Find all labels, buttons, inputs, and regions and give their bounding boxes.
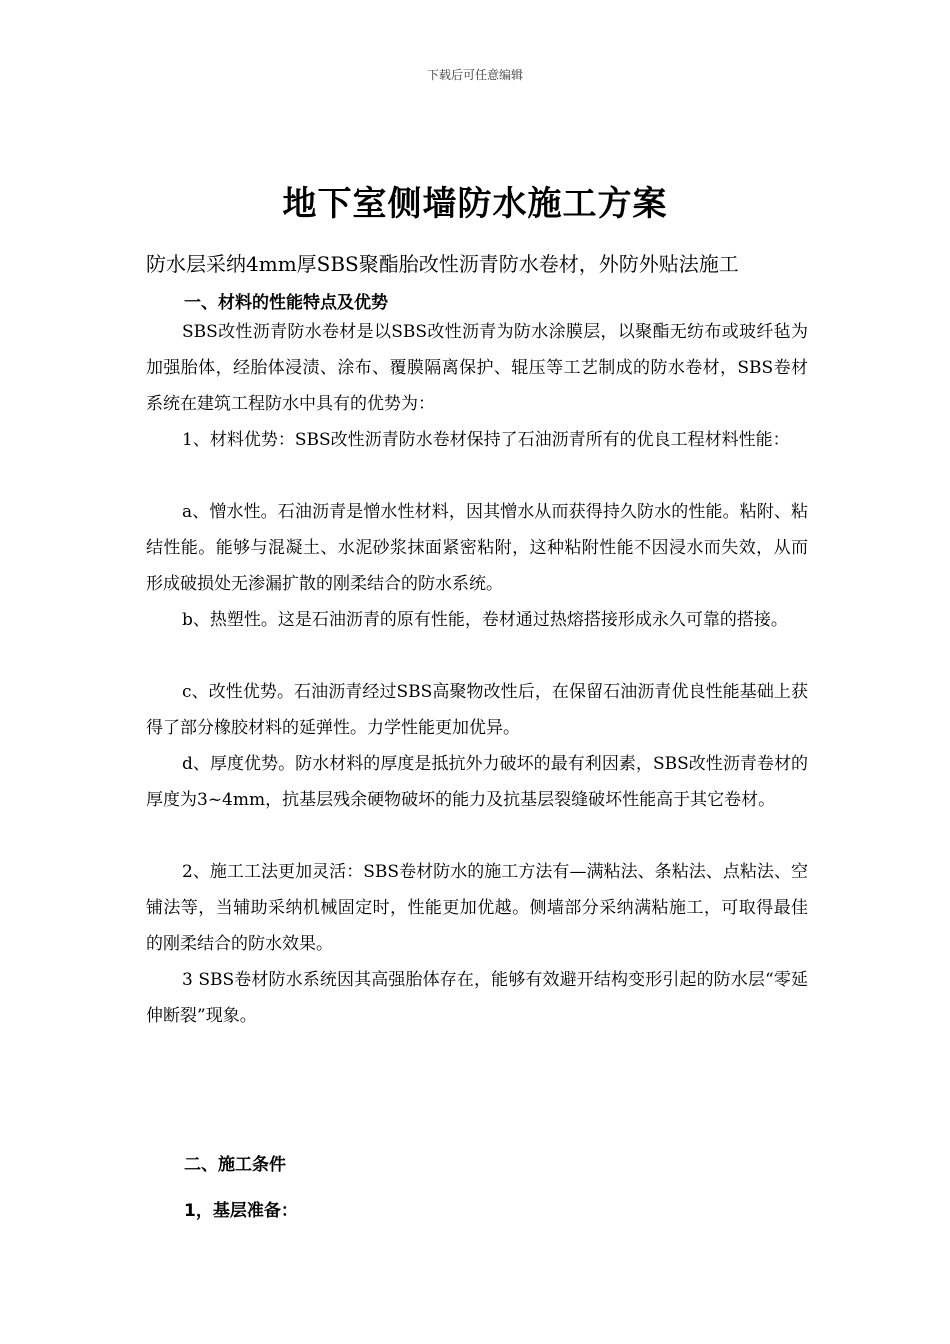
paragraph-thickness: d、厚度优势。防水材料的厚度是抵抗外力破坏的最有利因素，SBS改性沥青卷材的厚度为3~4mm，抗基层残余硬物破坏的能力及抗基层裂缝破坏性能高于其它卷材。 bbox=[146, 754, 808, 810]
document-title: 地下室侧墙防水施工方案 bbox=[282, 184, 668, 224]
header-note: 下载后可任意编辑 bbox=[426, 68, 523, 82]
paragraph-modification: c、改性优势。石油沥青经过SBS高聚物改性后，在保留石油沥青优良性能基础上获得了部分橡胶材料的延弹性。力学性能更加优异。 bbox=[146, 682, 808, 738]
section-heading-1: 一、材料的性能特点及优势 bbox=[184, 293, 388, 313]
paragraph-zero-elongation: 3 SBS卷材防水系统因其高强胎体存在，能够有效避开结构变形引起的防水层“零延伸断裂”现象。 bbox=[146, 970, 808, 1026]
section-heading-2: 二、施工条件 bbox=[184, 1155, 286, 1175]
paragraph-hydrophobic: a、憎水性。石油沥青是憎水性材料，因其憎水从而获得持久防水的性能。粘附、粘结性能。能够与混凝土、水泥砂浆抹面紧密粘附，这种粘附性能不因浸水而失效，从而形成破损处无渗漏扩散的刚柔结合的防水系统。 bbox=[146, 502, 808, 594]
paragraph-intro: SBS改性沥青防水卷材是以SBS改性沥青为防水涂膜层，以聚酯无纺布或玻纤毡为加强胎体，经胎体浸渍、涂布、覆膜隔离保护、辊压等工艺制成的防水卷材，SBS卷材系统在建筑工程防水中具有的优势为： bbox=[146, 322, 808, 414]
paragraph-thermoplastic: b、热塑性。这是石油沥青的原有性能，卷材通过热熔搭接形成永久可靠的搭接。 bbox=[182, 610, 788, 630]
subsection-heading-base-prep: 1，基层准备： bbox=[184, 1201, 298, 1221]
document-subtitle: 防水层采纳4mm厚SBS聚酯胎改性沥青防水卷材，外防外贴法施工 bbox=[146, 252, 739, 276]
paragraph-material-advantage: 1、材料优势：SBS改性沥青防水卷材保持了石油沥青所有的优良工程材料性能： bbox=[182, 430, 790, 450]
paragraph-construction-method: 2、施工工法更加灵活：SBS卷材防水的施工方法有—满粘法、条粘法、点粘法、空铺法等，当辅助采纳机械固定时，性能更加优越。侧墙部分采纳满粘施工，可取得最佳的刚柔结合的防水效果。 bbox=[146, 862, 808, 954]
